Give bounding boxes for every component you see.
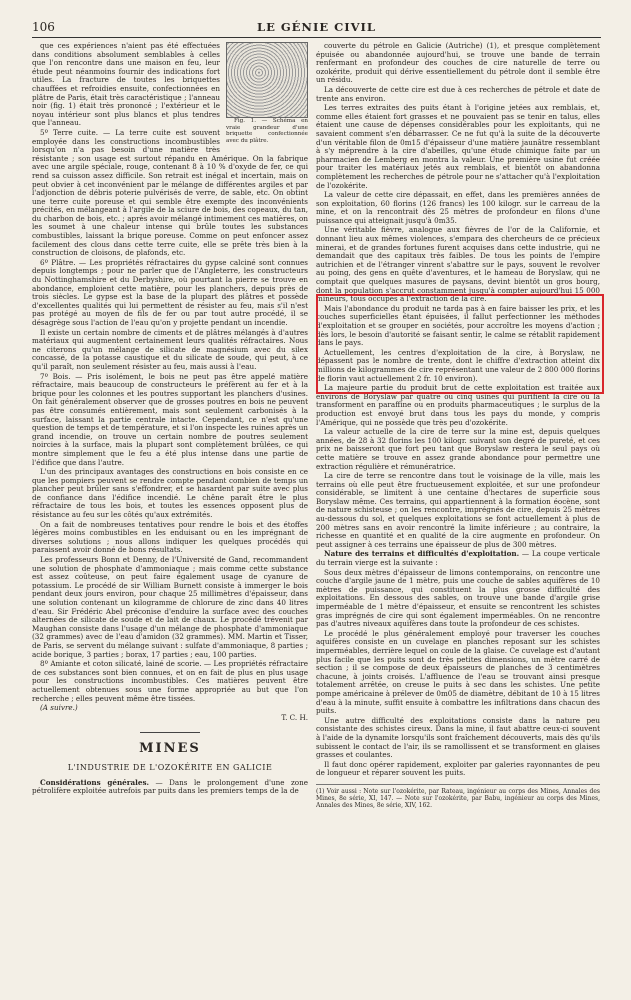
paragraph: Il faut donc opérer rapidement, exploiter par galeries rayonnantes de peu de longueur et réparer souvent les puits. [316,759,600,778]
section-divider [140,732,200,733]
paragraph: La découverte de cette cire est due à ces recherches de pétrole et date de trente ans environ. [316,84,600,103]
paragraph: 7º Bois. — Pris isolément, le bois ne peut pas être appelé matière réfractaire, mais beaucoup de constructeurs le préfèrent au fer et à la brique pour les colonnes et les poutres supportant les planchers d'usines. On fait généralement observer que de grosses poutres en bois ne peuvent pas être consumés entièrement, mais sont seulement carbonisés à la surface, laissant la partie centrale intacte. Cependant, ce n'est qu'une question de temps et de température, et si l'on inspecte les ruines après un grand incendie, on trouve un certain nombre de poutres seulement noircies à la surface, mais la plupart sont complètement brûlées, ce qui montre simplement que le feu a été plus intense dans une partie de l'édifice que dans l'autre. [32,371,308,467]
page-header [32,20,601,34]
article-title: L'INDUSTRIE DE L'OZOKÉRITE EN GALICIE [67,762,273,772]
subsection-text: — La coupe verticale du terrain vierge est la suivante : [316,549,600,568]
figure-caption: Fig. 1. — Schéma en vraie grandeur d'une briquette confectionnée avec du plâtre. [226,118,308,144]
footnote-text: (1) Voir aussi : Note sur l'ozokérite, par Rateau, ingénieur au corps des Mines, Annales des Mines, 8e série, XI, 147. — Note sur l'ozokérite, par Babu, ingénieur au corps des Mines, Annales des Mines, 8e série, XIV, 162. [316,787,600,809]
page-number: 106 [32,20,55,34]
paragraph: 8º Amiante et coton silicaté, lainé de scorie. — Les propriétés réfractaire de ces substances sont bien connues, et on en fait de plus en plus usage pour les constructions incombustibles. Ces matières peuvent être actuellement obtenues sous une forme appropriée au but que l'on recherche ; elles peuvent même être tissées. [32,659,308,703]
paragraph: Une autre difficulté des exploitations consiste dans la nature peu consistante des schistes cireux. Dans la mine, il faut abattre ceux-ci souvent à l'aide de la dynamite lorsqu'ils sont fraîchement découverts, mais dès qu'ils subissent le contact de l'air, ils se ramollissent et se transforment en glaises grasses et coulantes. [316,715,600,760]
subsection-paragraph [316,550,600,567]
section-title: MINES [139,741,201,757]
subsection-lead: Nature des terrains et difficultés d'exploitation. [324,549,520,559]
paragraph: 5º Terre cuite. — La terre cuite est souvent employée dans les constructions incombustibles lorsqu'on n'a pas besoin d'une matière très résistante ; son usage est surtout répandu en Amérique. On la fabrique avec une argile spéciale, rouge, contenant 8 à 10 % d'oxyde de fer, ce qui rend sa cuisson assez difficile. Son retrait est inégal et incertain, mais on peut obvier à cet inconvénient par le mélange de différentes argiles et par l'adjonction de débris poterie pulvérisés de verre, de sable, etc. On obtint une terre cuite poreuse et qui semble être exempte des inconvénients précités, en mélangeant à l'argile de la sciure de bois, des copeaux, du tan, du charbon de bois, etc. ; après avoir mélangé intimement ces matières, on les soumet à une chaleur intense qui brûle toutes les substances combustibles, laissant la brique poreuse. Comme on peut enfoncer assez facilement des clous dans cette terre cuite, elle se prête très bien à la construction de cloisons, de plafonds, etc. [32,127,308,258]
header-rule [32,37,601,38]
paragraph: Le procédé le plus généralement employé pour traverser les couches aquifères consiste en un cuvelage en planches reposant sur les schistes imperméables, derrière lequel on coule de la glaise. Ce cuvelage est d'autant plus facile que les puits sont de très petites dimensions, un mètre carré de section ; il se compose de deux épaisseurs de planches de 3 centimètres chacune, à joints croisés. L'affluence de l'eau se trouvant ainsi presque totalement arrêtée, on creuse le puits à sec dans les schistes. Une petite pompe américaine à prélever de 0m05 de diamètre, débitant de 10 à 15 litres d'eau à la minute, suffit ensuite à combattre les infiltrations dans chacun des puits. [316,628,600,716]
paragraph: Mais l'abondance du produit ne tarda pas à en faire baisser les prix, et les couches superficielles étant épuisées, il fallut perfectionner les méthodes d'exploitation et se grouper en sociétés, pour accroître les moyens d'action ; dès lors, le besoin d'autorité se faisant sentir, le calme se rétablit rapidement dans le pays. [316,303,600,348]
paragraph: Les professeurs Bonn et Denny, de l'Université de Gand, recommandent une solution de phosphate d'ammoniaque ; mais comme cette substance est assez coûteuse, on peut faire également usage de cyanure de potassium. Le procédé de sir William Burnett consiste à immerger le bois pendant deux jours environ, pour chaque 25 millimètres d'épaisseur, dans une solution contenant un kilogramme de chlorure de zinc dans 40 litres d'eau. Sir Frédéric Abel préconise d'enduire la surface avec des couches alternées de silicate de soude et de lait de chaux. Le procédé trévenit par Maughan consiste dans l'usage d'un mélange de phosphate d'ammoniaque (32 grammes) avec de l'eau d'amidon (32 grammes). MM. Martin et Tisser, de Paris, se servent du mélange suivant : sulfate d'ammoniaque, 8 parties ; acide borique, 3 parties ; borax, 17 parties ; eau, 100 parties. [32,555,308,659]
paragraph: La valeur actuelle de la cire de terre sur la mine est, depuis quelques années, de 28 à 32 florins les 100 kilogr. suivant son degré de pureté, et ces prix ne baisseront que fort peu tant que Boryslaw restera le seul pays où cette matière se trouve en assez grande abondance pour permettre une extraction régulière et rémunératrice. [316,427,600,471]
paragraph: Il existe un certain nombre de ciments et de plâtres mélangés à d'autres matériaux qui augmentent certainement leurs qualités réfractaires. Nous ne citerons qu'un mélange de silicate de magnésium avec du silex concassé, de la potasse caustique et du silicate de soude, qui peut, à ce qu'il paraît, non seulement résister au feu, mais aussi à l'eau. [32,327,308,371]
paragraph: Actuellement, les centres d'exploitation de la cire, à Boryslaw, ne dépassent pas le nombre de trente, dont le chiffre d'extraction atteint dix millions de kilogrammes de cire représentant une valeur de 2 800 000 florins de florin vaut actuellement 2 fr. 10 environ). [316,347,600,383]
author-signature: T. C. H. [281,712,308,722]
highlighted-paragraph: Une véritable fièvre, analogue aux fièvres de l'or de la Californie, et donnant lieu aux mêmes violences, s'empara des chercheurs de ce précieux minerai, et de grandes fortunes furent acquises dans cette industrie, qui ne demandait que des capitaux très faibles. De tous les points de l'empire autrichien et de l'étranger vinrent s'abattre sur le pays, souvent le revolver au poing, des gens en quête d'aventures, et le hameau de Boryslaw, qui ne comptait que quelques masures de paysans, devint bientôt un gros bourg, dont la population s'accrut constamment jusqu'à compter aujourd'hui 15 000 mineurs, tous occupés à l'extraction de la cire. [316,225,600,304]
paragraph: Les terres extraites des puits étant à l'origine jetées aux remblais, et, comme elles étaient fort grasses et ne pouvaient pas se tenir en talus, elles étaient une cause de dépenses considérables pour les exploitants, qui ne savaient comment s'en débarrasser. Ce ne fut qu'à la suite de la découverte d'un véritable filon de 0m15 d'épaisseur d'une matière jaunâtre ressemblant à s'y méprendre à la cire d'abeilles, qu'une étude chimique faite par un pharmacien de Lemberg en montra la valeur. Une première usine fut créée pour traiter les matériaux jetés aux remblais, et bientôt on abandonna complètement les recherches de pétrole pour ne s'attacher qu'à l'exploitation de l'ozokérite. [316,103,600,190]
left-column [32,42,308,982]
paragraph: que ces expériences n'aient pas été effectuées dans conditions absolument semblables à celles que l'on rencontre dans une maison en feu, leur étude peut néanmoins fournir des indications fort utiles. La fracture de toutes les briquettes chauffées et refroidies ensuite, confectionnées en plâtre de Paris, était très caractéristique ; l'anneau noir (fig. 1) était très prononcé ; l'extérieur et le noyau intérieur sont plus blancs et plus tendres que l'anneau. [32,42,220,128]
right-column [316,42,600,997]
paragraph: L'un des principaux avantages des constructions en bois consiste en ce que les pompiers peuvent se rendre compte pendant combien de temps un plancher peut brûler sans s'effondrer, et se hasardent par suite avec plus de confiance dans l'édifice incendié. Le chêne paraît être le plus réfractaire de tous les bois, et toutes les essences opposent plus de résistance au feu sur les côtés qu'aux extrémités. [32,467,308,520]
paragraph: couverte du pétrole en Galicie (Autriche) (1), et presque complètement épuisée ou abandonnée aujourd'hui, se trouve une bande de terrain renfermant en profondeur des couches de cire naturelle de terre ou ozokérite, produit qui dérive essentiellement du pétrole dont il semble être un résidu. [316,42,600,85]
paragraph: La valeur de cette cire dépassait, en effet, dans les premières années de son exploitation, 60 florins (126 francs) les 100 kilogr. sur le carreau de la mine, et on la rencontrait dès 25 mètres de profondeur en filons d'une puissance qui atteignait jusqu'à 0m35. [316,190,600,225]
closing-lead: Considérations générales. [40,777,150,787]
closing-paragraph [32,779,308,796]
paragraph: La majeure partie du produit brut de cette exploitation est traitée aux environs de Boryslaw par quatre ou cinq usines qui purifient la cire ou la transforment en paraffine ou en produits pharmaceutiques ; le surplus de la production est envoyé brut dans tous les pays du monde, y compris l'Amérique, qui ne possède que très peu d'ozokérite. [316,383,600,427]
paragraph: On a fait de nombreuses tentatives pour rendre le bois et des étoffes légères moins combustibles en les enduisant ou en les imprégnant de diverses solutions ; nous allons indiquer les quelques procédés qui paraissent avoir donné de bons résultats. [32,519,308,555]
paragraph: Sous deux mètres d'épaisseur de limons contemporains, on rencontre une couche d'argile jaune de 1 mètre, puis une couche de sables aquifères de 10 mètres de puissance, qui constituent la plus grosse difficulté des exploitations. En dessous des sables, on trouve une bande d'argile grise imperméable de 1 mètre d'épaisseur, et ensuite se rencontrent les schistes gras imprégnés de cire qui sont également imperméables. On ne rencontre pas d'autres niveaux aquifères dans toute la profondeur de ces schistes. [316,567,600,629]
to-be-continued-note: (A suivre.) [40,703,78,713]
journal-title: LE GÉNIE CIVIL [256,20,377,34]
briquette-figure-image [226,42,308,118]
figure-1 [226,42,308,145]
paragraph: 6º Plâtre. — Les propriétés réfractaires du gypse calciné sont connues depuis longtemps ; pour ne parler que de l'Angleterre, les constructeurs du Nottinghamshire et du Derbyshire, où pourtant la pierre se trouve en abondance, emploient cette matière, pour les planchers, depuis près de trois siècles. Le gypse est la base de la plupart des plâtres et possède d'excellentes qualités qui lui permettent de résister au feu, mais s'il n'est pas protégé au moyen de fils de fer ou par tout autre procédé, il se désagrège sous l'action de l'eau qu'on y projette pendant un incendie. [32,257,308,327]
footnote [316,784,600,809]
paragraph: La cire de terre se rencontre dans tout le voisinage de la ville, mais les terrains où elle peut être fructueusement exploitée, et sur une profondeur considérable, se limitent à une centaine d'hectares de superficie sous Boryslaw même. Ces terrains, qui appartiennent à la formation éocène, sont de nature schisteuse ; on les rencontre, imprégnés de cire, depuis 25 mètres au-dessous du sol, et quelques exploitations se font actuellement à plus de 200 mètres sans en avoir rencontré la limite inférieure ; au contraire, la richesse en quantité et en qualité de la cire augmente en profondeur. On peut assigner à ces terrains une épaisseur de plus de 300 mètres. [316,471,600,549]
closing-text: — Dans le prolongement d'une zone pétrolifère exploitée autrefois par puits dans les premiers temps de la de [32,777,308,796]
